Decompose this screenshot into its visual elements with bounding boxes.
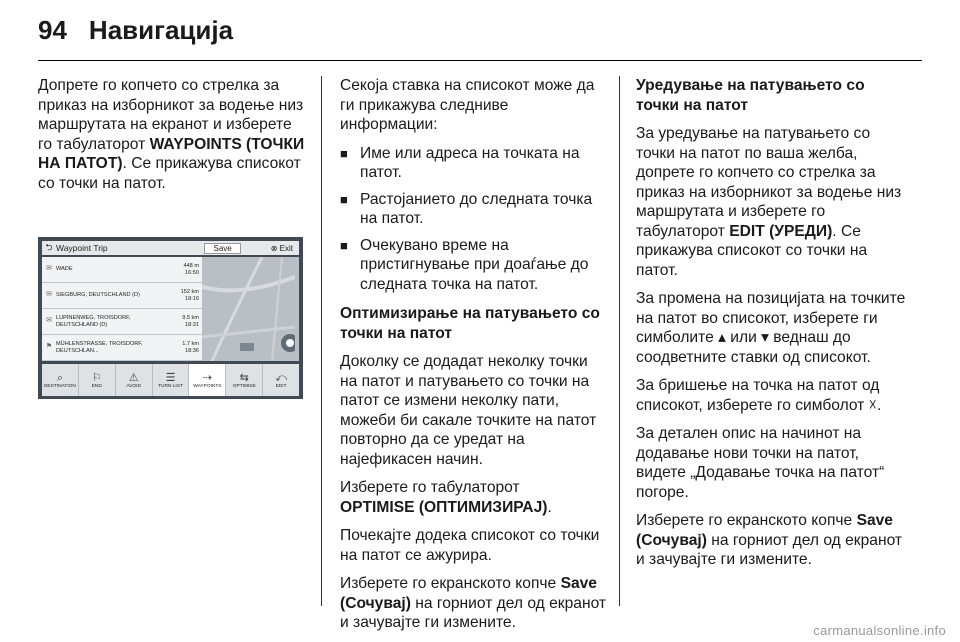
exit-label: Exit xyxy=(279,243,293,253)
text: Изберете го екранското копче xyxy=(636,512,857,529)
tab-turn-list xyxy=(153,364,190,396)
tab-optimise xyxy=(226,364,263,396)
page-header xyxy=(38,10,233,50)
time: 18:36 xyxy=(185,347,199,354)
paragraph: Доколку се додадат неколку точки на патот и патувањето со точки на патот се измени неколку пати, можеби би сакале точките на патот повторно да се уредат на најефикасен начин. xyxy=(340,353,597,468)
tab-destination xyxy=(42,364,79,396)
waypoint-icon: ✉ xyxy=(46,291,52,299)
end-icon: ⚐ xyxy=(91,371,102,384)
destination-icon: ⌕ xyxy=(56,371,64,384)
distance: 1.7 km xyxy=(182,341,199,347)
paragraph: Почекајте додека списокот со точки на патот се ажурира. xyxy=(340,527,600,564)
section-title: Навигација xyxy=(88,15,234,45)
column-divider xyxy=(619,76,620,606)
figure-waypoint-list xyxy=(42,257,202,361)
waypoints-icon: ⇢ xyxy=(202,371,212,384)
text: Допрете го копчето со стрелка за приказ на изборникот за водење низ маршрутата на екранот и изберете го табулаторот xyxy=(38,77,304,153)
tab-label: OPTIMISE xyxy=(232,383,256,389)
tab-waypoints xyxy=(189,364,226,396)
text: на горниот дел од екранот и зачувајте ги измените. xyxy=(636,531,903,568)
figure-tab-bar xyxy=(42,364,299,396)
paragraph: Секоја ставка на списокот може да ги прикажува следниве информации: xyxy=(340,77,595,133)
edit-icon: ⤺ xyxy=(275,371,287,384)
tab-label: EDIT xyxy=(275,383,287,389)
list-item xyxy=(42,283,202,309)
text: Изберете го табулаторот xyxy=(340,479,520,496)
optimise-icon: ⇆ xyxy=(239,371,249,384)
paragraph xyxy=(340,574,608,633)
paragraph xyxy=(340,478,608,517)
tab-end xyxy=(79,364,116,396)
distance: 9.5 km xyxy=(182,315,199,321)
tab-name: EDIT (УРЕДИ) xyxy=(729,222,833,240)
column-1 xyxy=(38,76,306,202)
back-arrow-icon: ⮌ xyxy=(45,242,53,252)
tab-name: OPTIMISE (ОПТИМИЗИРАЈ) xyxy=(340,498,548,516)
waypoint-name: LUPINENWEG, TROISDORF, DEUTSCHLAND (D) xyxy=(56,315,131,328)
tab-avoid xyxy=(116,364,153,396)
list-item: ■ Име или адреса на точката на патот. xyxy=(340,144,608,183)
figure-save-button: Save xyxy=(204,243,240,254)
figure-exit-button: ⊗ Exit xyxy=(270,243,293,253)
text: Изберете го екранското копче xyxy=(340,575,561,592)
page-number: 94 xyxy=(38,15,67,45)
waypoint-icon: ✉ xyxy=(46,265,52,273)
turn-list-icon: ☰ xyxy=(165,371,176,384)
tab-label: END xyxy=(91,383,102,389)
tab-label: DESTINATION xyxy=(43,383,76,389)
paragraph xyxy=(636,124,908,280)
paragraph: За промена на позицијата на точките на патот во списокот, изберете ги симболите ▴ или ▾ веднаш до соодветните ставки од списокот. xyxy=(636,290,906,366)
text: . Се прикажува списокот со точки на патот. xyxy=(636,222,868,279)
flag-icon: ⚑ xyxy=(45,343,53,351)
tab-label: TURN LIST xyxy=(158,383,183,389)
text: на горниот дел од екранот и зачувајте ги измените. xyxy=(340,594,607,631)
tab-name: WAYPOINTS (ТОЧКИ НА ПАТОТ) xyxy=(38,135,305,172)
button-name: Save (Сочувај) xyxy=(340,575,597,612)
waypoint-icon: ✉ xyxy=(46,317,52,325)
bullet-list xyxy=(340,144,608,295)
column-3 xyxy=(636,76,908,579)
tab-label: WAYPOINTS xyxy=(193,383,222,389)
list-item: ■ Очекувано време на пристигнување при доаѓање до следната точка на патот. xyxy=(340,236,608,295)
subsection-heading: Уредување на патувањето со точки на патот xyxy=(636,77,865,114)
paragraph: За бришење на точка на патот од списокот, изберете го симболот ☓. xyxy=(636,377,882,414)
distance: 448 m xyxy=(183,263,199,269)
column-divider xyxy=(321,76,322,606)
list-item xyxy=(42,335,202,361)
waypoint-screen-figure xyxy=(38,237,303,399)
map-roads xyxy=(202,257,295,361)
waypoint-name: WADE xyxy=(56,266,73,273)
waypoint-name: SIEGBURG, DEUTSCHLAND (D) xyxy=(56,292,140,299)
figure-title: Waypoint Trip xyxy=(56,243,108,253)
list-item xyxy=(42,309,202,335)
subsection-heading: Оптимизирање на патувањето со точки на патот xyxy=(340,305,600,342)
waypoint-distance-time xyxy=(165,263,202,276)
header-rule xyxy=(38,60,922,61)
column-2 xyxy=(340,76,608,642)
list-item: ■ Растојанието до следната точка на патот. xyxy=(340,190,608,229)
paragraph xyxy=(38,76,306,193)
paragraph: За детален опис на начинот на додавање нови точки на патот, видете „Додавање точка на патот“ погоре. xyxy=(636,425,885,501)
watermark: carmanualsonline.info xyxy=(813,623,946,638)
text: . Се прикажува списокот со точки на патот. xyxy=(38,155,301,192)
list-item xyxy=(42,257,202,283)
time: 18:16 xyxy=(185,295,199,302)
paragraph xyxy=(636,511,908,570)
tab-label: AVOID xyxy=(126,383,141,389)
waypoint-distance-time xyxy=(165,289,202,302)
waypoint-distance-time xyxy=(165,315,202,328)
time: 16:50 xyxy=(185,269,199,276)
avoid-icon: ⚠ xyxy=(128,371,139,384)
figure-map xyxy=(202,257,299,361)
waypoint-name: MÜHLENSTRASSE, TROISDORF, DEUTSCHLAN... xyxy=(56,341,143,354)
time: 18:31 xyxy=(185,321,199,328)
text: За уредување на патувањето со точки на патот по ваша желба, допрете го копчето со стрелка за приказ на изборникот за водење низ маршрутата и изберете го табулаторот xyxy=(636,125,902,240)
text: . xyxy=(547,498,552,516)
figure-title-bar xyxy=(42,241,299,255)
tab-edit xyxy=(263,364,299,396)
distance: 152 km xyxy=(180,289,199,295)
button-name: Save (Сочувај) xyxy=(636,512,893,549)
waypoint-distance-time xyxy=(165,341,202,354)
